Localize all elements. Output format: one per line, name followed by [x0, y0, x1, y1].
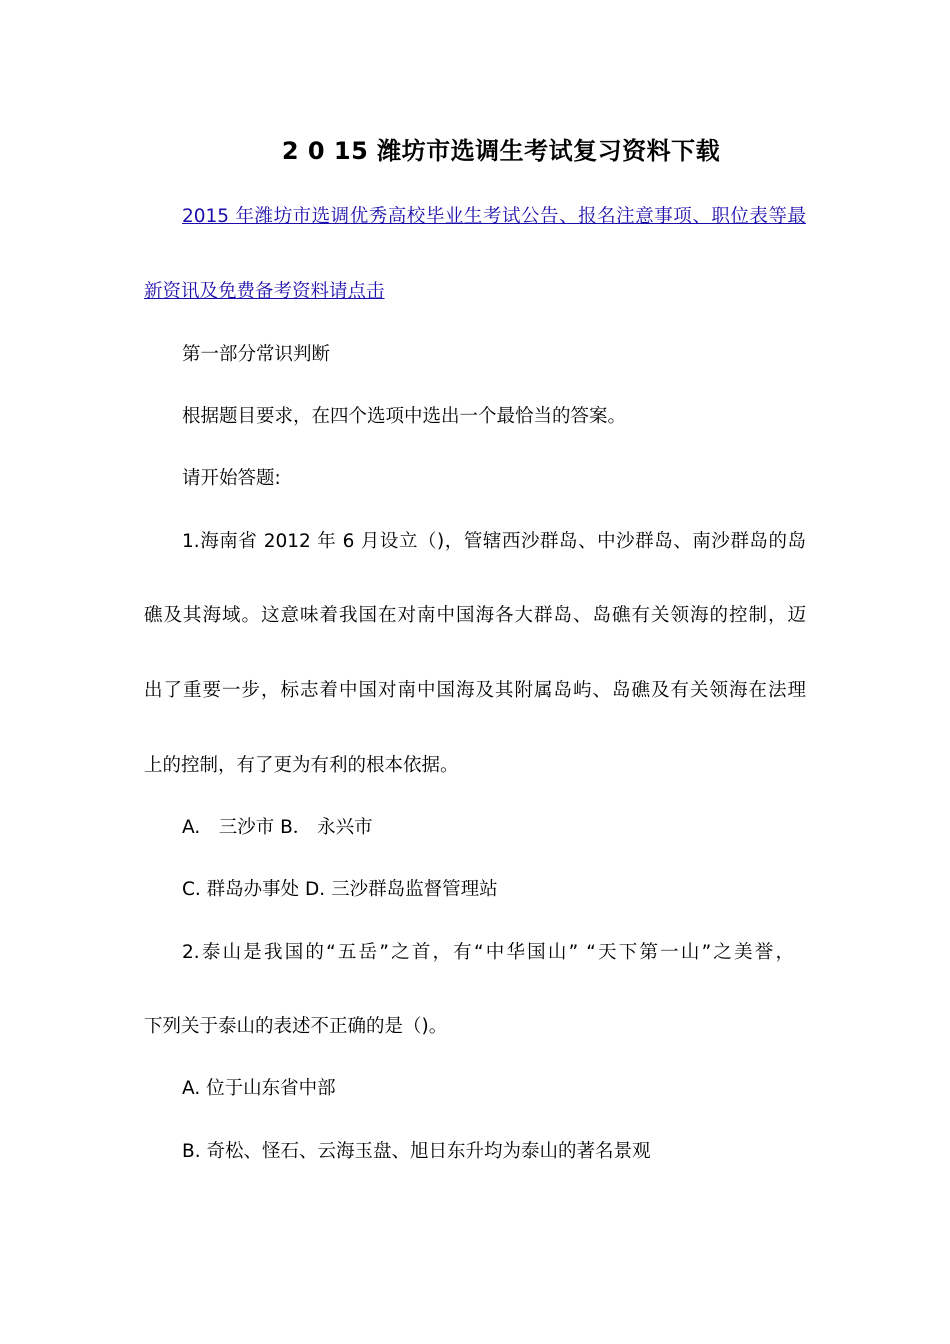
section-heading: 第一部分常识判断 [182, 344, 331, 365]
instruction-text: 根据题目要求，在四个选项中选出一个最恰当的答案。 [182, 406, 627, 427]
question-1-line-1: 1.海南省 2012 年 6 月设立（)，管辖西沙群岛、中沙群岛、南沙群岛的岛 [182, 531, 806, 552]
document-title: 2 0 15 潍坊市选调生考试复习资料下载 [281, 137, 721, 165]
question-1-option-ab: A. 三沙市 B． 永兴市 [182, 817, 373, 838]
question-2-line-2: 下列关于泰山的表述不正确的是（)。 [144, 1016, 448, 1037]
start-prompt: 请开始答题: [182, 468, 281, 489]
question-1-line-3: 出了重要一步，标志着中国对南中国海及其附属岛屿、岛礁及有关领海在法理 [144, 680, 806, 701]
question-1-line-2: 礁及其海域。这意味着我国在对南中国海各大群岛、岛礁有关领海的控制，迈 [144, 605, 806, 626]
question-2-line-1: 2.泰山是我国的“五岳”之首，有“中华国山” “天下第一山”之美誉， [182, 942, 794, 963]
question-1-line-4: 上的控制，有了更为有利的根本依据。 [144, 755, 459, 776]
exam-info-link-line-2[interactable]: 新资讯及免费备考资料请点击 [144, 281, 385, 302]
exam-info-link-line-1[interactable]: 2015 年潍坊市选调优秀高校毕业生考试公告、报名注意事项、职位表等最 [182, 206, 806, 227]
question-1-option-cd: C. 群岛办事处 D. 三沙群岛监督管理站 [182, 879, 498, 900]
question-2-option-a: A. 位于山东省中部 [182, 1078, 336, 1099]
question-2-option-b: B. 奇松、怪石、云海玉盘、旭日东升均为泰山的著名景观 [182, 1141, 651, 1162]
